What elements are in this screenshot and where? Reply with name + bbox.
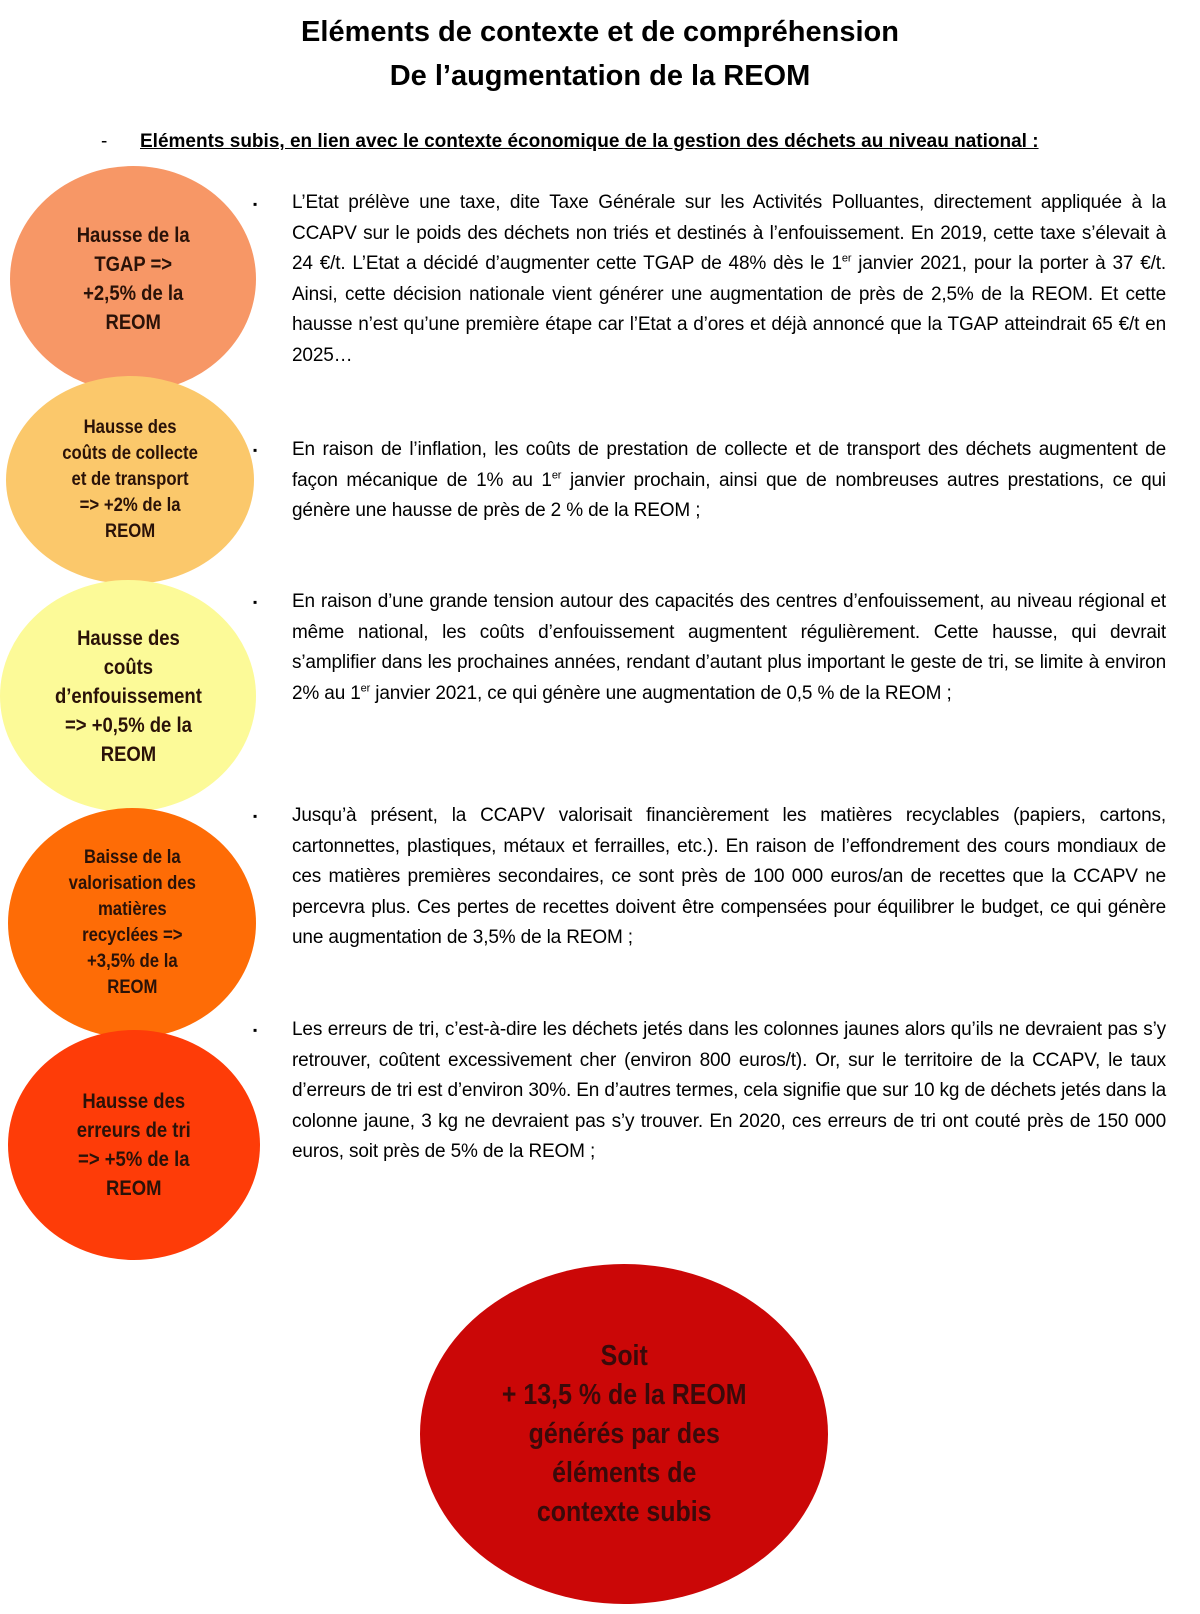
circle-collecte — [6, 376, 254, 584]
document-title-line-2: De l’augmentation de la REOM — [389, 60, 811, 92]
bullet-marker: ▪ — [253, 809, 258, 823]
paragraph-tgap: L’Etat prélève une taxe, dite Taxe Générale sur les Activités Polluantes, directement appliquée à la CCAPV sur le poids des déchets non triés et destinés à l’enfouissement. En 2019, cette taxe s’élevait à 24 €/t. L’Etat a décidé d’augmenter cette TGAP de 48% dès le 1er janvier 2021, pour la porter à 37 €/t. Ainsi, cette décision nationale vient générer une augmentation de près de 2,5% de la REOM. Et cette hausse n’est qu’une première étape car l’Etat a d’ores et déjà annoncé que la TGAP atteindrait 65 €/t en 2025… — [292, 192, 1167, 366]
circle-collecte-label: Hausse des coûts de collecte et de transport => +2% de la REOM — [62, 417, 198, 542]
circle-tgap — [10, 166, 256, 392]
circle-enfouissement — [0, 580, 256, 812]
circle-erreurs-tri — [8, 1030, 260, 1260]
circle-enfouissement-label: Hausse des coûts d’enfouissement => +0,5% de la REOM — [54, 626, 202, 766]
circle-total — [420, 1264, 828, 1604]
section-dash: - — [101, 131, 108, 152]
bullet-marker: ▪ — [253, 197, 258, 211]
section-heading: Eléments subis, en lien avec le contexte économique de la gestion des déchets au niveau national : — [140, 131, 1039, 152]
circle-tgap-label: Hausse de la TGAP => +2,5% de la REOM — [76, 224, 190, 334]
bullet-marker: ▪ — [253, 1023, 258, 1037]
document-title-line-1: Eléments de contexte et de compréhension — [301, 16, 899, 48]
circle-valorisation — [8, 808, 256, 1038]
paragraph-collecte: En raison de l’inflation, les coûts de prestation de collecte et de transport des déchets augmentent de façon mécanique de 1% au 1er janvier prochain, ainsi que de nombreuses autres prestations, ce qui génère une hausse de près de 2 % de la REOM ; — [292, 439, 1166, 521]
circle-total-label: Soit + 13,5 % de la REOM générés par des éléments de contexte subis — [501, 1339, 747, 1528]
bullet-marker: ▪ — [253, 595, 258, 609]
circle-valorisation-label: Baisse de la valorisation des matières recyclées => +3,5% de la REOM — [68, 847, 196, 998]
paragraph-enfouissement: En raison d’une grande tension autour des capacités des centres d’enfouissement, au niveau régional et même national, les coûts d’enfouissement augmentent régulièrement. Cette hausse, qui devrait s’amplifier dans les prochaines années, rendant d’autant plus important le geste de tri, se limite à environ 2% au 1er janvier 2021, ce qui génère une augmentation de 0,5 % de la REOM ; — [292, 591, 1166, 704]
bullet-marker: ▪ — [253, 443, 258, 457]
paragraph-valorisation: Jusqu’à présent, la CCAPV valorisait financièrement les matières recyclables (papiers, cartons, cartonnettes, plastiques, métaux et ferrailles, etc.). En raison de l’effondrement des cours mondiaux de ces matières premières secondaires, ce sont près de 100 000 euros/an de recettes que la CCAPV ne percevra plus. Ces pertes de recettes doivent être compensées pour équilibrer le budget, ce qui génère une augmentation de 3,5% de la REOM ; — [292, 805, 1166, 948]
circle-erreurs-tri-label: Hausse des erreurs de tri => +5% de la REOM — [76, 1090, 192, 1200]
paragraph-erreurs-tri: Les erreurs de tri, c’est-à-dire les déchets jetés dans les colonnes jaunes alors qu’ils ne devraient pas s’y retrouver, coûtent excessivement cher (environ 800 euros/t). Or, sur le territoire de la CCAPV, le taux d’erreurs de tri est d’environ 30%. En d’autres termes, cela signifie que sur 10 kg de déchets jetés dans la colonne jaune, 3 kg ne devraient pas s’y trouver. En 2020, ces erreurs de tri ont couté près de 150 000 euros, soit près de 5% de la REOM ; — [292, 1019, 1166, 1162]
